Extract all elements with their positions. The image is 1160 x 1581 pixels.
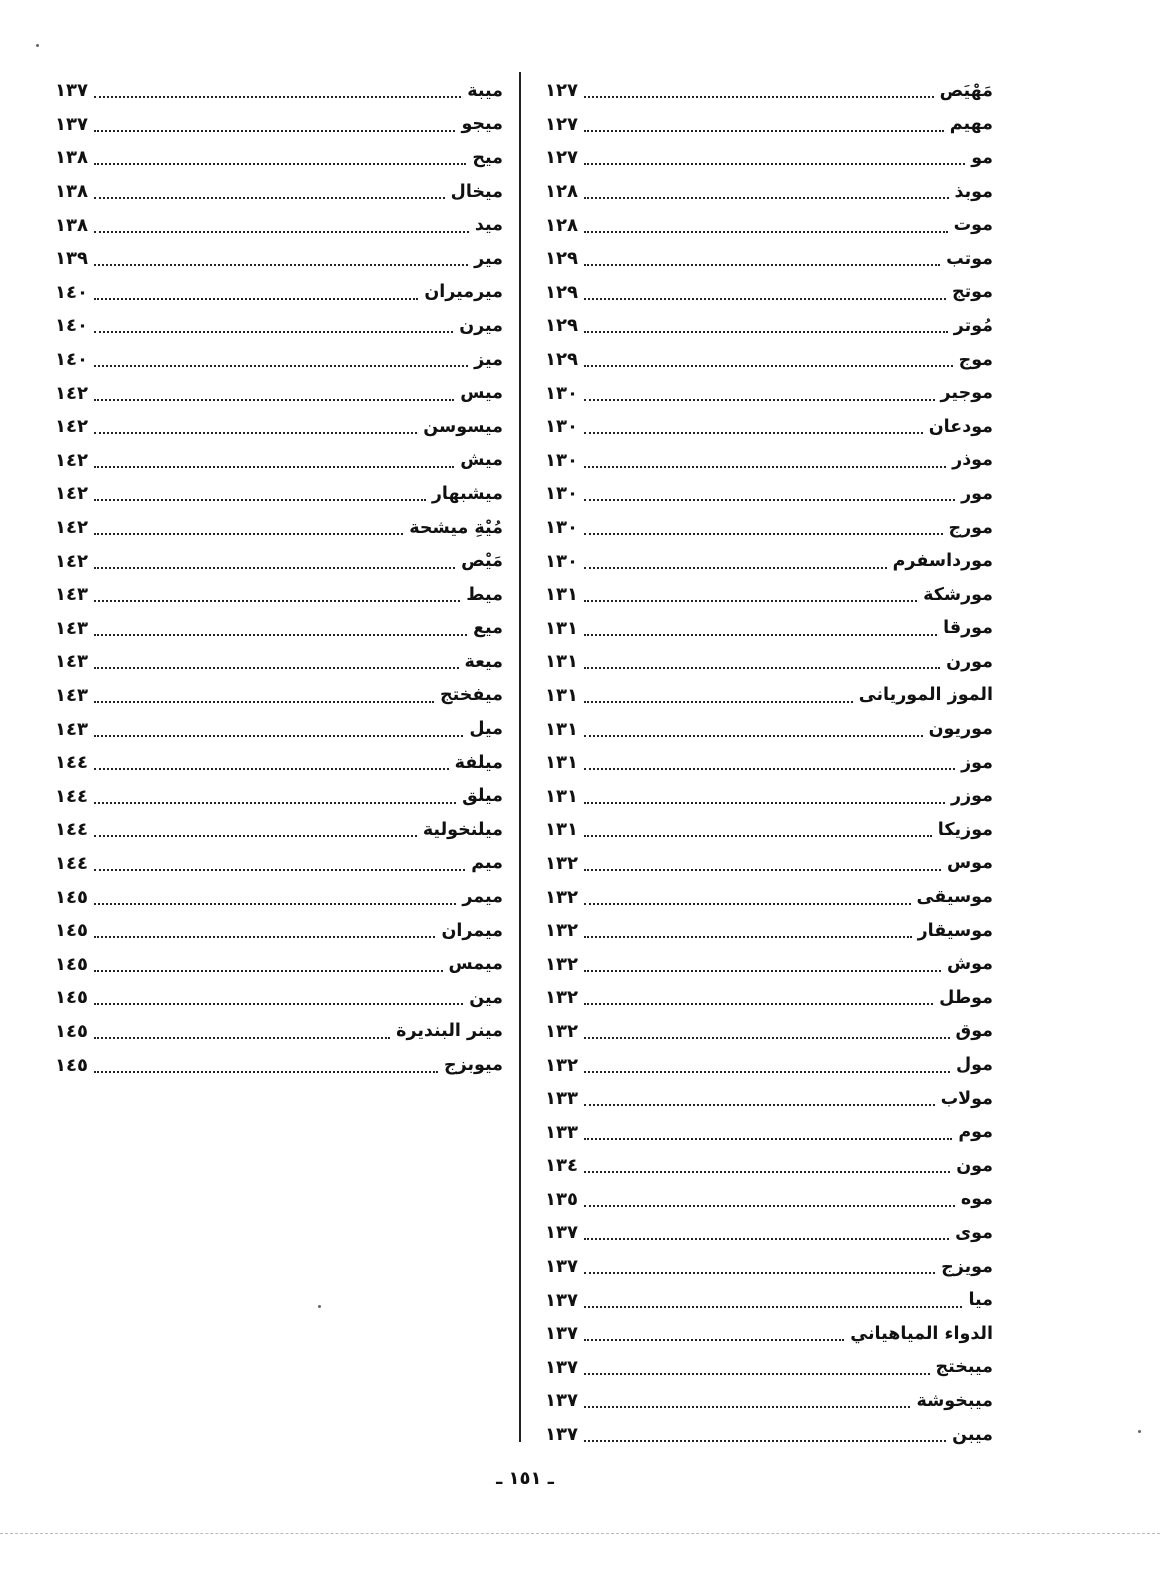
dot-leader: [584, 1137, 952, 1140]
dot-leader: [584, 297, 946, 300]
entry-term: ميمران: [441, 920, 503, 941]
entry-term: ميوبزج: [443, 1055, 503, 1076]
dot-leader: [584, 734, 923, 737]
dot-leader: [584, 1372, 930, 1375]
entry-term: موتج: [952, 282, 993, 303]
entry-page-number: ١٤٤: [55, 852, 88, 874]
index-entry: [545, 578, 993, 612]
index-entry: [55, 578, 503, 612]
entry-term: ميا: [968, 1290, 993, 1311]
entry-page-number: ١٣٧: [55, 80, 88, 102]
index-entry: [545, 813, 993, 847]
dot-leader: [94, 364, 468, 367]
dot-leader: [94, 700, 434, 703]
dot-leader: [94, 1070, 438, 1073]
entry-term: ميط: [466, 584, 503, 605]
dot-leader: [584, 398, 935, 401]
index-entry: [55, 444, 503, 478]
entry-page-number: ١٣٨: [55, 147, 88, 169]
index-entry: [545, 444, 993, 478]
entry-term: مورقا: [943, 618, 993, 639]
index-column-left: [55, 74, 503, 1082]
index-entry: [55, 880, 503, 914]
entry-page-number: ١٤٢: [55, 449, 88, 471]
entry-page-number: ١٤٣: [55, 718, 88, 740]
dot-leader: [584, 700, 853, 703]
index-entry: [55, 981, 503, 1015]
entry-page-number: ١٢٨: [545, 214, 578, 236]
entry-term: موريون: [928, 719, 993, 740]
entry-term: ميمر: [462, 887, 503, 908]
index-entry: [545, 141, 993, 175]
dot-leader: [94, 935, 435, 938]
index-entry: [545, 242, 993, 276]
index-entry: [55, 242, 503, 276]
entry-page-number: ١٤٢: [55, 416, 88, 438]
entry-page-number: ١٤٥: [55, 1020, 88, 1042]
entry-page-number: ١٣٣: [545, 1121, 578, 1143]
entry-term: ميش: [460, 450, 503, 471]
dot-leader: [584, 95, 934, 98]
dot-leader: [584, 902, 911, 905]
dot-leader: [94, 297, 418, 300]
dot-leader: [94, 902, 456, 905]
entry-term: ميرن: [459, 315, 503, 336]
index-entry: [55, 712, 503, 746]
index-entry: [545, 1384, 993, 1418]
entry-term: ميح: [472, 147, 503, 168]
entry-page-number: ١٣٢: [545, 920, 578, 942]
entry-page-number: ١٣١: [545, 651, 578, 673]
entry-page-number: ١٣٢: [545, 987, 578, 1009]
index-entry: [55, 779, 503, 813]
entry-term: الموز الموريانى: [858, 685, 993, 706]
entry-page-number: ١٤٠: [55, 349, 88, 371]
entry-page-number: ١٤٢: [55, 382, 88, 404]
dot-leader: [94, 969, 443, 972]
entry-page-number: ١٣١: [545, 752, 578, 774]
entry-term: موتب: [946, 248, 993, 269]
index-entry: [545, 511, 993, 545]
entry-term: ميد: [474, 215, 503, 236]
index-entry: [545, 679, 993, 713]
dot-leader: [584, 1070, 950, 1073]
dot-leader: [94, 129, 455, 132]
index-entry: [545, 880, 993, 914]
index-entry: [545, 612, 993, 646]
entry-page-number: ١٣٧: [545, 1390, 578, 1412]
dot-leader: [584, 1305, 962, 1308]
dot-leader: [94, 498, 426, 501]
dot-leader: [94, 230, 469, 233]
dot-leader: [94, 1036, 390, 1039]
index-entry: [545, 1115, 993, 1149]
entry-page-number: ١٣١: [545, 819, 578, 841]
entry-page-number: ١٣٢: [545, 886, 578, 908]
index-entry: [55, 343, 503, 377]
index-entry: [55, 175, 503, 209]
entry-page-number: ١٢٩: [545, 248, 578, 270]
entry-page-number: ١٤٤: [55, 752, 88, 774]
entry-term: ميس: [460, 383, 503, 404]
entry-term: ميلفة: [454, 752, 503, 773]
entry-page-number: ١٢٩: [545, 315, 578, 337]
index-entry: [545, 645, 993, 679]
entry-page-number: ١٣٧: [55, 113, 88, 135]
dot-leader: [584, 129, 944, 132]
entry-term: مول: [956, 1055, 993, 1076]
dot-leader: [94, 196, 445, 199]
dot-leader: [584, 599, 917, 602]
index-entry: [55, 208, 503, 242]
dot-leader: [584, 1002, 933, 1005]
entry-page-number: ١٣١: [545, 785, 578, 807]
scan-artifact-line: [0, 1533, 1160, 1534]
entry-page-number: ١٢٨: [545, 181, 578, 203]
index-entry: [545, 544, 993, 578]
entry-page-number: ١٣٢: [545, 953, 578, 975]
entry-term: ميز: [474, 349, 503, 370]
entry-term: مير: [474, 248, 503, 269]
entry-term: مورن: [946, 651, 993, 672]
entry-term: ميل: [469, 719, 503, 740]
index-entry: [545, 981, 993, 1015]
dot-leader: [584, 1170, 950, 1173]
entry-term: الدواء المياهياني: [850, 1323, 993, 1344]
dot-leader: [584, 666, 940, 669]
entry-page-number: ١٣٧: [545, 1222, 578, 1244]
entry-page-number: ١٤٣: [55, 617, 88, 639]
index-entry: [545, 1283, 993, 1317]
dot-leader: [94, 801, 456, 804]
index-entry: [545, 1149, 993, 1183]
entry-term: مينر البنديرة: [396, 1021, 503, 1042]
index-entry: [55, 914, 503, 948]
entry-term: ميبخوشة: [916, 1390, 993, 1411]
dot-leader: [584, 1338, 844, 1341]
entry-term: موزيكا: [937, 819, 993, 840]
index-entry: [55, 276, 503, 310]
index-entry: [545, 1418, 993, 1452]
index-entry: [55, 108, 503, 142]
entry-term: مورداسفرم: [892, 551, 993, 572]
entry-term: مولاب: [940, 1088, 993, 1109]
scan-speck: [36, 44, 39, 47]
index-entry: [55, 544, 503, 578]
dot-leader: [94, 666, 459, 669]
dot-leader: [584, 633, 937, 636]
entry-page-number: ١٤٠: [55, 315, 88, 337]
dot-leader: [584, 1036, 950, 1039]
entry-page-number: ١٣٤: [545, 1155, 578, 1177]
entry-term: ميلنخولية: [422, 819, 503, 840]
entry-page-number: ١٤٥: [55, 1054, 88, 1076]
entry-page-number: ١٣٧: [545, 1356, 578, 1378]
entry-page-number: ١٣١: [545, 584, 578, 606]
index-entry: [55, 511, 503, 545]
entry-term: ميع: [473, 618, 503, 639]
entry-term: مويزج: [941, 1256, 993, 1277]
dot-leader: [584, 230, 948, 233]
index-entry: [545, 276, 993, 310]
entry-page-number: ١٣٧: [545, 1256, 578, 1278]
dot-leader: [94, 868, 465, 871]
entry-term: مون: [956, 1155, 993, 1176]
entry-page-number: ١٤٢: [55, 517, 88, 539]
entry-page-number: ١٤٥: [55, 920, 88, 942]
entry-term: ميفختج: [440, 685, 503, 706]
dot-leader: [584, 1103, 935, 1106]
dot-leader: [94, 465, 454, 468]
dot-leader: [94, 431, 417, 434]
scan-speck: [1138, 1430, 1141, 1433]
entry-page-number: ١٤٥: [55, 953, 88, 975]
dot-leader: [584, 1405, 911, 1408]
page-number: ـ ١٥١ ـ: [496, 1468, 554, 1489]
dot-leader: [94, 398, 454, 401]
entry-page-number: ١٣٧: [545, 1424, 578, 1446]
index-entry: [55, 410, 503, 444]
index-entry: [545, 914, 993, 948]
index-entry: [545, 108, 993, 142]
entry-page-number: ١٣٠: [545, 449, 578, 471]
entry-term: مورج: [948, 517, 993, 538]
dot-leader: [94, 263, 468, 266]
index-entry: [545, 477, 993, 511]
entry-page-number: ١٢٩: [545, 281, 578, 303]
entry-term: موجير: [940, 383, 993, 404]
entry-term: ميم: [471, 853, 503, 874]
dot-leader: [584, 1237, 949, 1240]
dot-leader: [584, 868, 941, 871]
index-entry: [545, 947, 993, 981]
dot-leader: [94, 767, 449, 770]
index-entry: [545, 208, 993, 242]
index-entry: [55, 74, 503, 108]
entry-term: ميبختج: [935, 1357, 993, 1378]
index-entry: [55, 376, 503, 410]
dot-leader: [94, 834, 417, 837]
entry-term: ميخال: [450, 181, 503, 202]
entry-page-number: ١٣٨: [55, 181, 88, 203]
dot-leader: [94, 532, 403, 535]
entry-term: موم: [958, 1122, 993, 1143]
entry-page-number: ١٣٢: [545, 1020, 578, 1042]
dot-leader: [584, 162, 965, 165]
entry-term: موج: [958, 349, 993, 370]
dot-leader: [584, 801, 945, 804]
entry-term: مورشكة: [923, 584, 993, 605]
entry-term: مور: [961, 483, 993, 504]
index-entry: [55, 813, 503, 847]
entry-page-number: ١٤٥: [55, 886, 88, 908]
dot-leader: [94, 162, 466, 165]
entry-page-number: ١٤٢: [55, 483, 88, 505]
index-entry: [545, 74, 993, 108]
dot-leader: [94, 1002, 463, 1005]
dot-leader: [584, 1204, 955, 1207]
entry-page-number: ١٣٩: [55, 248, 88, 270]
entry-page-number: ١٣١: [545, 718, 578, 740]
index-entry: [545, 1351, 993, 1385]
entry-term: ميشبهار: [431, 483, 503, 504]
index-entry: [55, 477, 503, 511]
dot-leader: [584, 330, 948, 333]
scan-speck: [318, 1305, 321, 1308]
entry-page-number: ١٣٠: [545, 382, 578, 404]
index-entry: [545, 746, 993, 780]
dot-leader: [94, 599, 460, 602]
dot-leader: [584, 263, 940, 266]
entry-term: موق: [955, 1021, 993, 1042]
entry-page-number: ١٢٩: [545, 349, 578, 371]
entry-term: ميعة: [464, 651, 503, 672]
entry-page-number: ١٢٧: [545, 113, 578, 135]
index-entry: [545, 1183, 993, 1217]
entry-page-number: ١٣٥: [545, 1188, 578, 1210]
dot-leader: [94, 95, 461, 98]
entry-page-number: ١٣٨: [55, 214, 88, 236]
dot-leader: [584, 196, 949, 199]
entry-page-number: ١٣١: [545, 684, 578, 706]
index-entry: [545, 1250, 993, 1284]
entry-term: موزر: [951, 786, 993, 807]
index-entry: [55, 1048, 503, 1082]
index-entry: [545, 712, 993, 746]
entry-page-number: ١٢٧: [545, 147, 578, 169]
index-entry: [545, 1317, 993, 1351]
entry-page-number: ١٤٠: [55, 281, 88, 303]
entry-term: موت: [953, 215, 993, 236]
index-entry: [545, 1216, 993, 1250]
index-entry: [545, 1015, 993, 1049]
entry-page-number: ١٣٢: [545, 852, 578, 874]
entry-term: مين: [469, 987, 503, 1008]
entry-term: موه: [960, 1189, 993, 1210]
entry-page-number: ١٣٠: [545, 483, 578, 505]
dot-leader: [94, 633, 467, 636]
entry-term: ميبن: [952, 1424, 993, 1445]
entry-term: موس: [947, 853, 993, 874]
index-entry: [545, 175, 993, 209]
index-entry: [545, 1048, 993, 1082]
entry-page-number: ١٣٣: [545, 1088, 578, 1110]
dot-leader: [584, 532, 943, 535]
dot-leader: [584, 834, 932, 837]
entry-term: مودعان: [928, 416, 993, 437]
dot-leader: [584, 1271, 935, 1274]
dot-leader: [94, 566, 455, 569]
entry-page-number: ١٣٧: [545, 1289, 578, 1311]
index-entry: [545, 376, 993, 410]
entry-page-number: ١٤٤: [55, 819, 88, 841]
dot-leader: [584, 566, 887, 569]
index-entry: [55, 309, 503, 343]
column-divider: [519, 72, 521, 1442]
entry-term: موذر: [952, 450, 993, 471]
entry-page-number: ١٤٣: [55, 651, 88, 673]
dot-leader: [584, 465, 946, 468]
entry-page-number: ١٤٢: [55, 550, 88, 572]
entry-page-number: ١٤٤: [55, 785, 88, 807]
entry-term: موز: [961, 752, 993, 773]
index-entry: [55, 947, 503, 981]
index-entry: [545, 847, 993, 881]
dot-leader: [584, 969, 941, 972]
index-entry: [545, 309, 993, 343]
index-entry: [55, 679, 503, 713]
entry-term: مو: [971, 147, 993, 168]
entry-term: ميسوسن: [423, 416, 503, 437]
entry-term: ميرميران: [424, 282, 503, 303]
entry-term: موش: [947, 954, 993, 975]
dot-leader: [584, 935, 912, 938]
entry-term: مهيم: [949, 114, 993, 135]
entry-page-number: ١٣٠: [545, 517, 578, 539]
entry-page-number: ١٣٠: [545, 550, 578, 572]
entry-term: مَهْيَص: [939, 80, 993, 101]
index-entry: [55, 847, 503, 881]
index-entry: [545, 1082, 993, 1116]
entry-term: ميمس: [448, 954, 503, 975]
index-entry: [55, 645, 503, 679]
entry-term: موسيقى: [916, 887, 993, 908]
entry-term: ميلق: [462, 786, 503, 807]
entry-term: موسيقار: [917, 920, 993, 941]
entry-page-number: ١٣١: [545, 617, 578, 639]
entry-page-number: ١٢٧: [545, 80, 578, 102]
entry-page-number: ١٤٣: [55, 684, 88, 706]
dot-leader: [584, 364, 953, 367]
entry-page-number: ١٣٠: [545, 416, 578, 438]
dot-leader: [584, 767, 955, 770]
index-entry: [55, 1015, 503, 1049]
entry-term: ميبة: [467, 80, 503, 101]
entry-term: مُيْةِ ميشحة: [409, 517, 503, 538]
entry-term: موى: [955, 1222, 993, 1243]
entry-term: مُوتر: [953, 315, 993, 336]
dot-leader: [94, 330, 453, 333]
entry-term: ميجو: [461, 114, 503, 135]
index-entry: [55, 612, 503, 646]
entry-page-number: ١٣٧: [545, 1323, 578, 1345]
entry-page-number: ١٣٢: [545, 1054, 578, 1076]
dot-leader: [584, 498, 955, 501]
entry-page-number: ١٤٥: [55, 987, 88, 1009]
index-entry: [55, 141, 503, 175]
index-entry: [545, 410, 993, 444]
index-entry: [545, 779, 993, 813]
dot-leader: [584, 1439, 946, 1442]
entry-term: موبذ: [954, 181, 993, 202]
entry-term: موطل: [939, 987, 993, 1008]
index-column-right: [545, 74, 993, 1451]
entry-page-number: ١٤٣: [55, 584, 88, 606]
entry-term: مَيْص: [461, 551, 503, 572]
dot-leader: [584, 431, 923, 434]
index-entry: [55, 746, 503, 780]
index-entry: [545, 343, 993, 377]
dot-leader: [94, 734, 463, 737]
